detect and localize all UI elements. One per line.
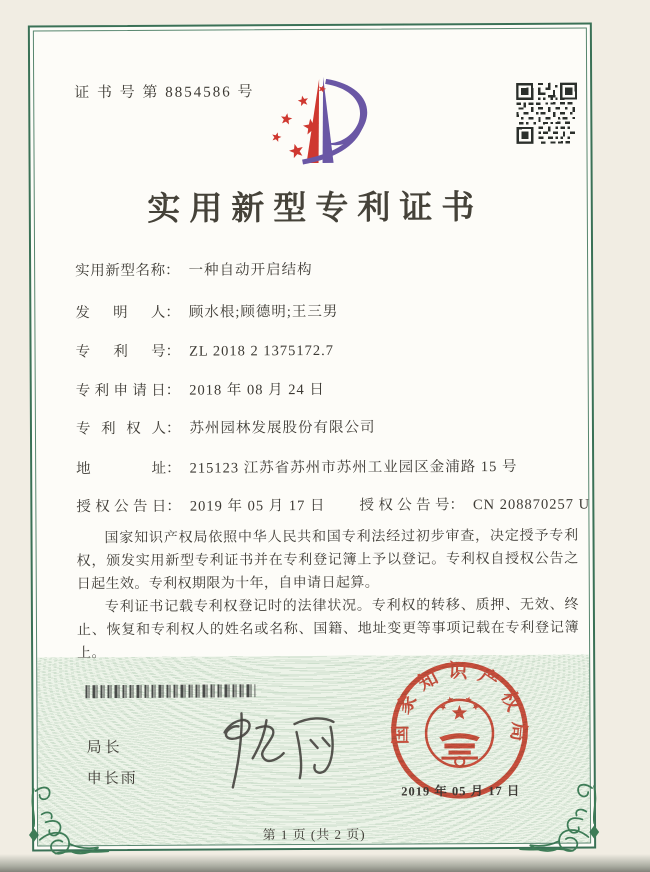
field-value: 一种自动开启结构 [188,261,313,279]
field-label: 专利权人 [75,420,166,438]
colon: ： [165,262,180,279]
field-label: 实用新型名称 [75,262,166,280]
field-value: ZL 2018 2 1375172.7 [189,342,335,360]
field-row-address [76,455,517,478]
certificate-number: 证 书 号 第 8854586 号 [74,84,255,102]
colon: ： [166,498,181,515]
colon: ： [165,343,181,360]
director-name: 申长雨 [86,770,138,788]
field-row-patentee [76,416,376,439]
field-value: CN 208870257 U [472,496,591,514]
field-label: 授权公告日 [76,498,167,516]
corner-flourish-icon [26,771,114,859]
patent-certificate [28,23,596,852]
field-label: 发明人 [75,304,166,322]
colon: ： [165,304,180,321]
field-value: 2019 年 05 月 17 日 [189,497,326,515]
field-row-filing-date [76,378,325,400]
cnipa-logo-icon [266,76,376,167]
director-signature [196,708,346,793]
colon: ： [166,460,181,477]
field-row-grant [76,493,590,517]
page-edge-shadow [0,854,650,872]
field-row-patent-number [75,339,334,361]
field-row-name [75,258,313,280]
seal-text: 国家知识产权局 [390,660,530,752]
legal-paragraph-2: 专利证书记载专利权登记时的法律状况。专利权的转移、质押、无效、终止、恢复和专利权人的姓名或名称、国籍、地址变更等事项记载在专利登记簿上。 [76,597,580,662]
corner-flourish-icon [514,768,602,856]
qr-code-icon [516,83,577,144]
colon: ： [449,497,465,514]
field-row-inventors [75,300,338,322]
national-emblem-icon [426,695,493,766]
field-value: 苏州园林发展股份有限公司 [189,419,376,437]
certificate-title: 实用新型专利证书 [147,190,484,228]
colon: ： [165,420,181,437]
field-value: 顾水根;顾德明;王三男 [188,303,339,321]
page-number: 第 1 页 (共 2 页) [262,826,366,843]
legal-paragraph-1: 国家知识产权局依照中华人民共和国专利法经过初步审查，决定授予专利权，颁发实用新型专利证书并在专利登记簿上予以登记。专利权自授权公告之日起生效。专利权期限为十年，自申请日起算。 [76,528,579,593]
field-label: 授权公告号 [359,497,450,514]
field-value: 215123 江苏省苏州市苏州工业园区金浦路 15 号 [189,458,518,477]
field-value: 2018 年 08 月 24 日 [189,381,325,399]
director-title-label: 局长 [86,739,123,757]
colon: ： [165,382,181,399]
legal-text [76,525,579,666]
barcode-icon [85,684,255,698]
field-label: 专利申请日 [75,382,166,400]
seal-date: 2019 年 05 月 17 日 [401,783,521,799]
field-label: 专利号 [75,343,166,361]
field-label: 地址 [76,460,167,478]
